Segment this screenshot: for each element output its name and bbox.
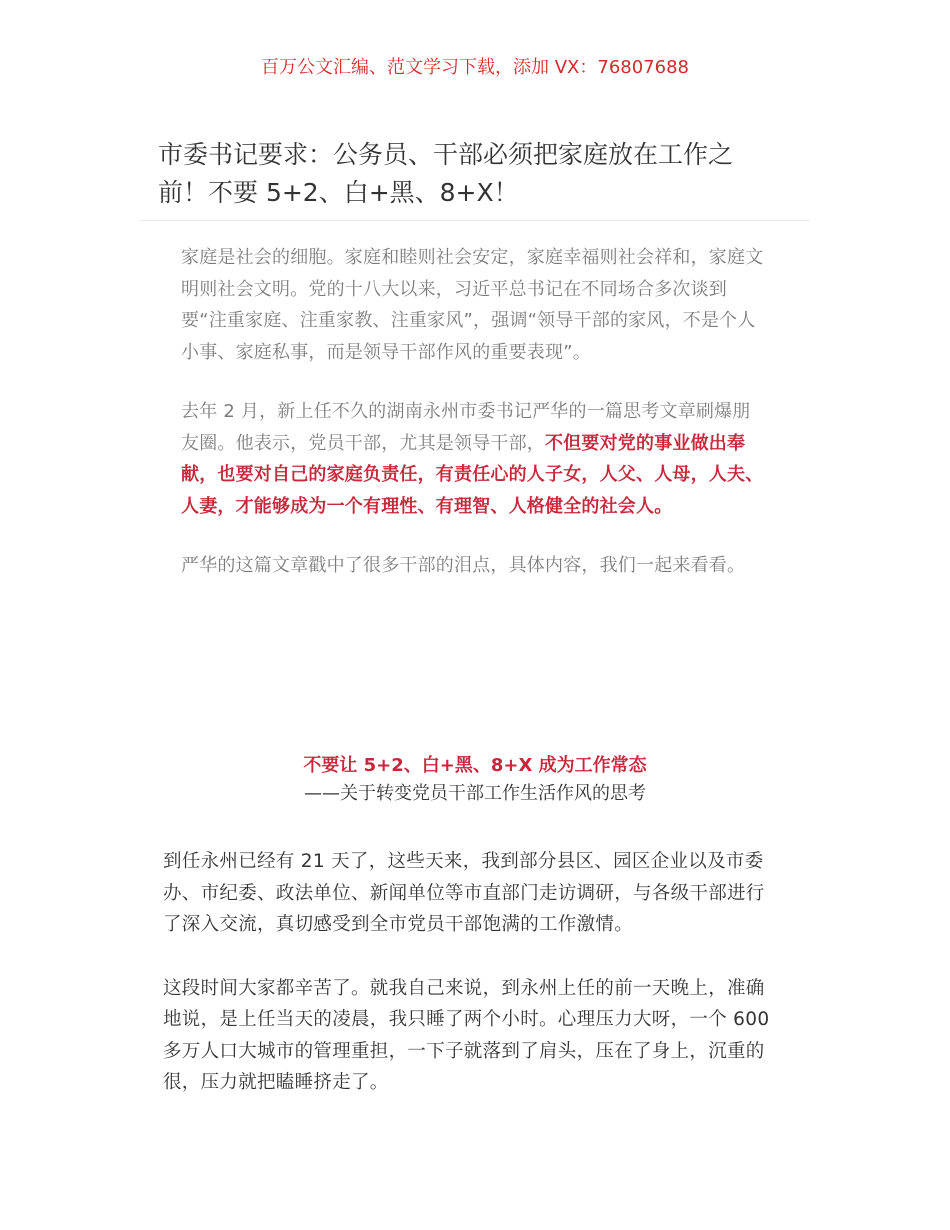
intro-paragraph-3: 严华的这篇文章戳中了很多干部的泪点，具体内容，我们一起来看看。: [181, 555, 746, 576]
body-paragraph-2: 这段时间大家都辛苦了。就我自己来说，到永州上任的前一天晚上，准确地说，是上任当天的凌晨，我只睡了两个小时。心理压力大呀，一个 600 多万人口大城市的管理重担，一下子就落到了肩头，压在了身上，沉重的很，压力就把瞌睡挤走了。: [163, 977, 770, 1093]
intro-paragraph-2-plain: 去年 2 月，新上任不久的湖南永州市委书记严华的一篇思考文章刷爆朋友圈。他表示，党员干部，尤其是领导干部，: [181, 401, 751, 454]
intro-paragraph-2: [181, 396, 765, 522]
section-subheading: ——关于转变党员干部工作生活作风的思考: [304, 783, 646, 804]
intro-paragraph-1: 家庭是社会的细胞。家庭和睦则社会安定，家庭幸福则社会祥和，家庭文明则社会文明。党的十八大以来，习近平总书记在不同场合多次谈到要“注重家庭、注重家教、注重家风”，强调“领导干部的家风，不是个人小事、家庭私事，而是领导干部作风的重要表现”。: [181, 247, 764, 363]
article-title: 市委书记要求：公务员、干部必须把家庭放在工作之前！不要 5+2、白+黑、8+X！: [158, 140, 734, 207]
intro-section: [181, 242, 765, 610]
body-paragraph-1: 到任永州已经有 21 天了，这些天来，我到部分县区、园区企业以及市委办、市纪委、政法单位、新闻单位等市直部门走访调研，与各级干部进行了深入交流，真切感受到全市党员干部饱满的工作激情。: [163, 851, 765, 935]
watermark-banner: 百万公文汇编、范文学习下载，添加 VX：76807688: [261, 57, 689, 78]
body-section: [163, 846, 783, 1131]
section-heading-block: [0, 752, 950, 808]
intro-paragraph-2-highlight: 不但要对党的事业做出奉献，也要对自己的家庭负责任，有责任心的人子女，人父、人母，人夫、人妻，才能够成为一个有理性、有理智、人格健全的社会人。: [181, 432, 764, 517]
title-divider: [140, 220, 810, 221]
section-heading: 不要让 5+2、白+黑、8+X 成为工作常态: [303, 755, 647, 776]
